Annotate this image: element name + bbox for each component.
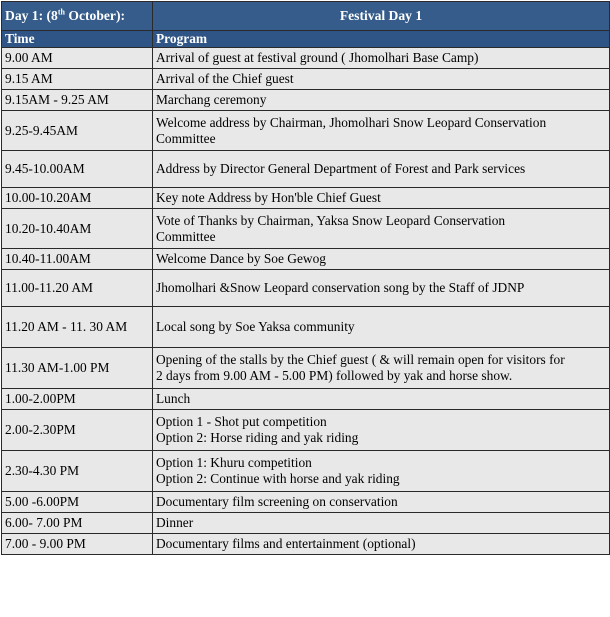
program-cell (153, 410, 610, 451)
column-header-row (2, 31, 610, 48)
program-cell (153, 492, 610, 513)
time-cell: 11.30 AM-1.00 PM (2, 348, 153, 389)
program-cell (153, 48, 610, 69)
table-row (2, 151, 610, 188)
table-row (2, 492, 610, 513)
program-line: Arrival of guest at festival ground ( Jhomolhari Base Camp) (156, 50, 479, 65)
program-line: Vote of Thanks by Chairman, Yaksa Snow Leopard Conservation (156, 212, 506, 228)
program-line: Local song by Soe Yaksa community (156, 319, 355, 334)
program-line: 2 days from 9.00 AM - 5.00 PM) followed by yak and horse show. (156, 368, 513, 383)
program-line: Option 1 - Shot put competition (156, 414, 327, 429)
program-line: Option 2: Continue with horse and yak riding (156, 471, 400, 486)
program-line: Lunch (156, 391, 191, 406)
program-line: Option 2: Horse riding and yak riding (156, 430, 359, 445)
time-cell: 9.00 AM (2, 48, 153, 69)
time-cell: 11.20 AM - 11. 30 AM (2, 307, 153, 348)
table-row (2, 69, 610, 90)
program-line: Option 1: Khuru competition (156, 455, 312, 470)
program-cell (153, 451, 610, 492)
table-row (2, 48, 610, 69)
time-cell: 9.25-9.45AM (2, 111, 153, 151)
table-row (2, 389, 610, 410)
time-cell: 9.15 AM (2, 69, 153, 90)
festival-title: Festival Day 1 (153, 2, 610, 31)
program-line: Arrival of the Chief guest (156, 71, 294, 86)
time-cell: 2.30-4.30 PM (2, 451, 153, 492)
program-line: Documentary film screening on conservation (156, 494, 398, 509)
program-line: Welcome address by Chairman, Jhomolhari Snow Leopard Conservation (156, 114, 547, 130)
table-row (2, 534, 610, 555)
time-cell: 10.00-10.20AM (2, 188, 153, 209)
header-row (2, 2, 610, 31)
table-row (2, 513, 610, 534)
program-cell (153, 151, 610, 188)
time-cell: 6.00- 7.00 PM (2, 513, 153, 534)
program-cell (153, 348, 610, 389)
program-column-header: Program (153, 31, 610, 48)
schedule-table (1, 1, 610, 555)
day-title-prefix: Day 1: (8 (5, 8, 58, 23)
time-cell: 9.45-10.00AM (2, 151, 153, 188)
table-row (2, 348, 610, 389)
program-cell (153, 389, 610, 410)
time-cell: 5.00 -6.00PM (2, 492, 153, 513)
program-line: Committee (156, 228, 216, 244)
program-line: Dinner (156, 515, 194, 530)
table-row (2, 90, 610, 111)
table-row (2, 188, 610, 209)
program-line: Opening of the stalls by the Chief guest ( & will remain open for visitors for (156, 352, 565, 367)
time-cell: 10.20-10.40AM (2, 209, 153, 249)
time-column-header: Time (2, 31, 153, 48)
program-cell (153, 249, 610, 270)
time-cell: 2.00-2.30PM (2, 410, 153, 451)
program-cell (153, 111, 610, 151)
table-row (2, 249, 610, 270)
day-title-suffix: October): (64, 8, 125, 23)
table-row (2, 410, 610, 451)
program-cell (153, 270, 610, 307)
program-line: Jhomolhari &Snow Leopard conservation song by the Staff of JDNP (156, 280, 525, 295)
program-line: Address by Director General Department of Forest and Park services (156, 161, 526, 176)
program-line: Marchang ceremony (156, 92, 267, 107)
table-row (2, 307, 610, 348)
program-line: Committee (156, 130, 216, 146)
time-cell: 1.00-2.00PM (2, 389, 153, 410)
day-title-sup: th (57, 7, 65, 17)
program-cell (153, 307, 610, 348)
program-line: Welcome Dance by Soe Gewog (156, 251, 326, 266)
program-cell (153, 90, 610, 111)
program-cell (153, 513, 610, 534)
table-row (2, 209, 610, 249)
table-row (2, 111, 610, 151)
day-title (2, 2, 153, 31)
program-cell (153, 534, 610, 555)
program-line: Key note Address by Hon'ble Chief Guest (156, 190, 381, 205)
program-line: Documentary films and entertainment (optional) (156, 536, 416, 551)
time-cell: 9.15AM - 9.25 AM (2, 90, 153, 111)
table-row (2, 451, 610, 492)
time-cell: 7.00 - 9.00 PM (2, 534, 153, 555)
table-row (2, 270, 610, 307)
program-cell (153, 69, 610, 90)
time-cell: 11.00-11.20 AM (2, 270, 153, 307)
program-cell (153, 209, 610, 249)
program-cell (153, 188, 610, 209)
time-cell: 10.40-11.00AM (2, 249, 153, 270)
